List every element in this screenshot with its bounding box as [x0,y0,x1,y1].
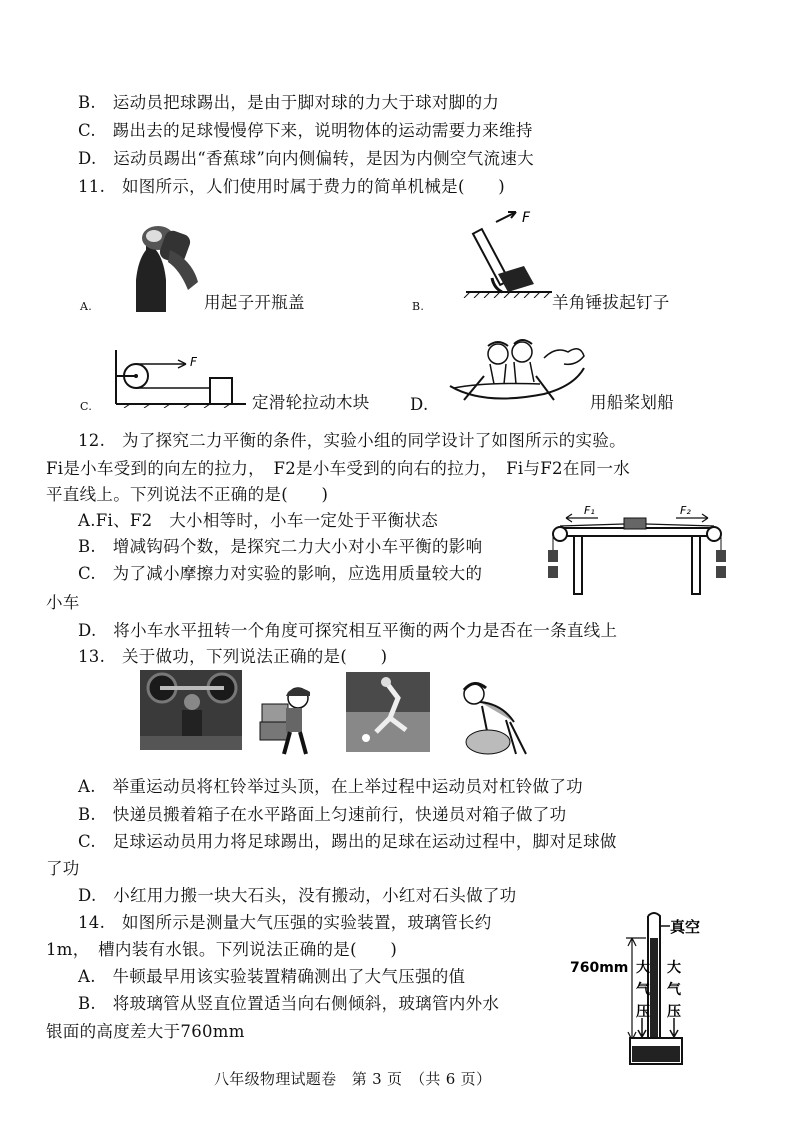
q14-option-b-line1: B. 将玻璃管从竖直位置适当向右侧倾斜，玻璃管内外水 [78,994,500,1013]
q12-stem-line3: 平直线上。下列说法不正确的是( ) [46,485,329,504]
atm-left-char-2: 气 [636,982,650,998]
q10-option-d: D. 运动员踢出“香蕉球”向内侧偏转，是因为内侧空气流速大 [78,149,534,168]
height-760mm-label: 760mm [570,960,629,976]
q12-stem-line1: 12. 为了探究二力平衡的条件，实验小组的同学设计了如图所示的实验。 [78,431,626,450]
q11-c-text: 定滑轮拉动木块 [252,393,370,412]
q11-stem: 11. 如图所示，人们使用时属于费力的简单机械是( ) [78,177,506,196]
q12-option-c-line1: C. 为了减小摩擦力对实验的影响，应选用质量较大的 [78,564,483,583]
q13-option-c-line1: C. 足球运动员用力将足球踢出，踢出的足球在运动过程中，脚对足球做 [78,832,617,851]
claw-hammer-diagram [462,208,554,298]
page-footer: 八年级物理试题卷 第 3 页 （共 6 页） [214,1070,492,1088]
soccer-player-photo [346,672,430,752]
dragon-boat-image [444,336,590,406]
atm-left-char-1: 大 [636,960,650,976]
q12-option-b: B. 增减钩码个数，是探究二力大小对小车平衡的影响 [78,537,483,556]
f2-label: F₂ [680,504,691,517]
q13-option-d: D. 小红用力搬一块大石头，没有搬动，小红对石头做了功 [78,886,517,905]
q14-option-b-line2: 银面的高度差大于760mm [46,1022,245,1041]
weightlifter-photo [140,670,242,750]
q11-b-letter: B. [412,300,425,313]
q13-option-a: A. 举重运动员将杠铃举过头顶，在上举过程中运动员对杠铃做了功 [78,777,583,796]
q12-option-c-line2: 小车 [46,593,80,612]
q11-d-letter: D. [410,395,429,414]
q11-a-text: 用起子开瓶盖 [204,293,305,312]
q10-option-b: B. 运动员把球踢出，是由于脚对球的力大于球对脚的力 [78,93,500,112]
q10-option-c: C. 踢出去的足球慢慢停下来，说明物体的运动需要力来维持 [78,121,533,140]
q13-option-c-line2: 了功 [46,859,80,878]
vacuum-label: 真空 [670,918,700,936]
q13-stem: 13. 关于做功，下列说法正确的是( ) [78,647,388,666]
q12-option-a: A.Fi、F2 大小相等时，小车一定处于平衡状态 [78,511,439,530]
q14-option-a: A. 牛顿最早用该实验装置精确测出了大气压强的值 [78,967,466,986]
atm-left-char-3: 压 [636,1004,650,1020]
q11-a-letter: A. [80,300,93,313]
atm-right-char-1: 大 [667,960,681,976]
q11-d-text: 用船桨划船 [590,393,674,412]
hammer-force-label: F [522,210,531,226]
q14-stem-line2: 1m， 槽内装有水银。下列说法正确的是( ) [46,940,398,959]
atm-right-char-2: 气 [667,982,681,998]
q11-b-text: 羊角锤拔起钉子 [552,293,670,312]
f1-label: F₁ [584,504,595,517]
pulley-force-label: F [190,355,197,369]
atm-right-char-3: 压 [667,1004,681,1020]
q12-stem-line2: Fi是小车受到的向左的拉力， F2是小车受到的向右的拉力， Fi与F2在同一水 [46,459,631,478]
bottle-opener-image [122,220,204,312]
q14-stem-line1: 14. 如图所示是测量大气压强的实验装置，玻璃管长约 [78,913,492,932]
q12-option-d: D. 将小车水平扭转一个角度可探究相互平衡的两个力是否在一条直线上 [78,621,618,640]
fixed-pulley-diagram [110,346,250,408]
courier-carrying-boxes-image [256,684,328,756]
force-balance-apparatus-diagram [548,504,726,596]
girl-lifting-stone-image [446,676,536,758]
q11-c-letter: C. [80,400,93,413]
q13-option-b: B. 快递员搬着箱子在水平路面上匀速前行，快递员对箱子做了功 [78,805,567,824]
torricelli-tube-diagram [570,910,700,1070]
